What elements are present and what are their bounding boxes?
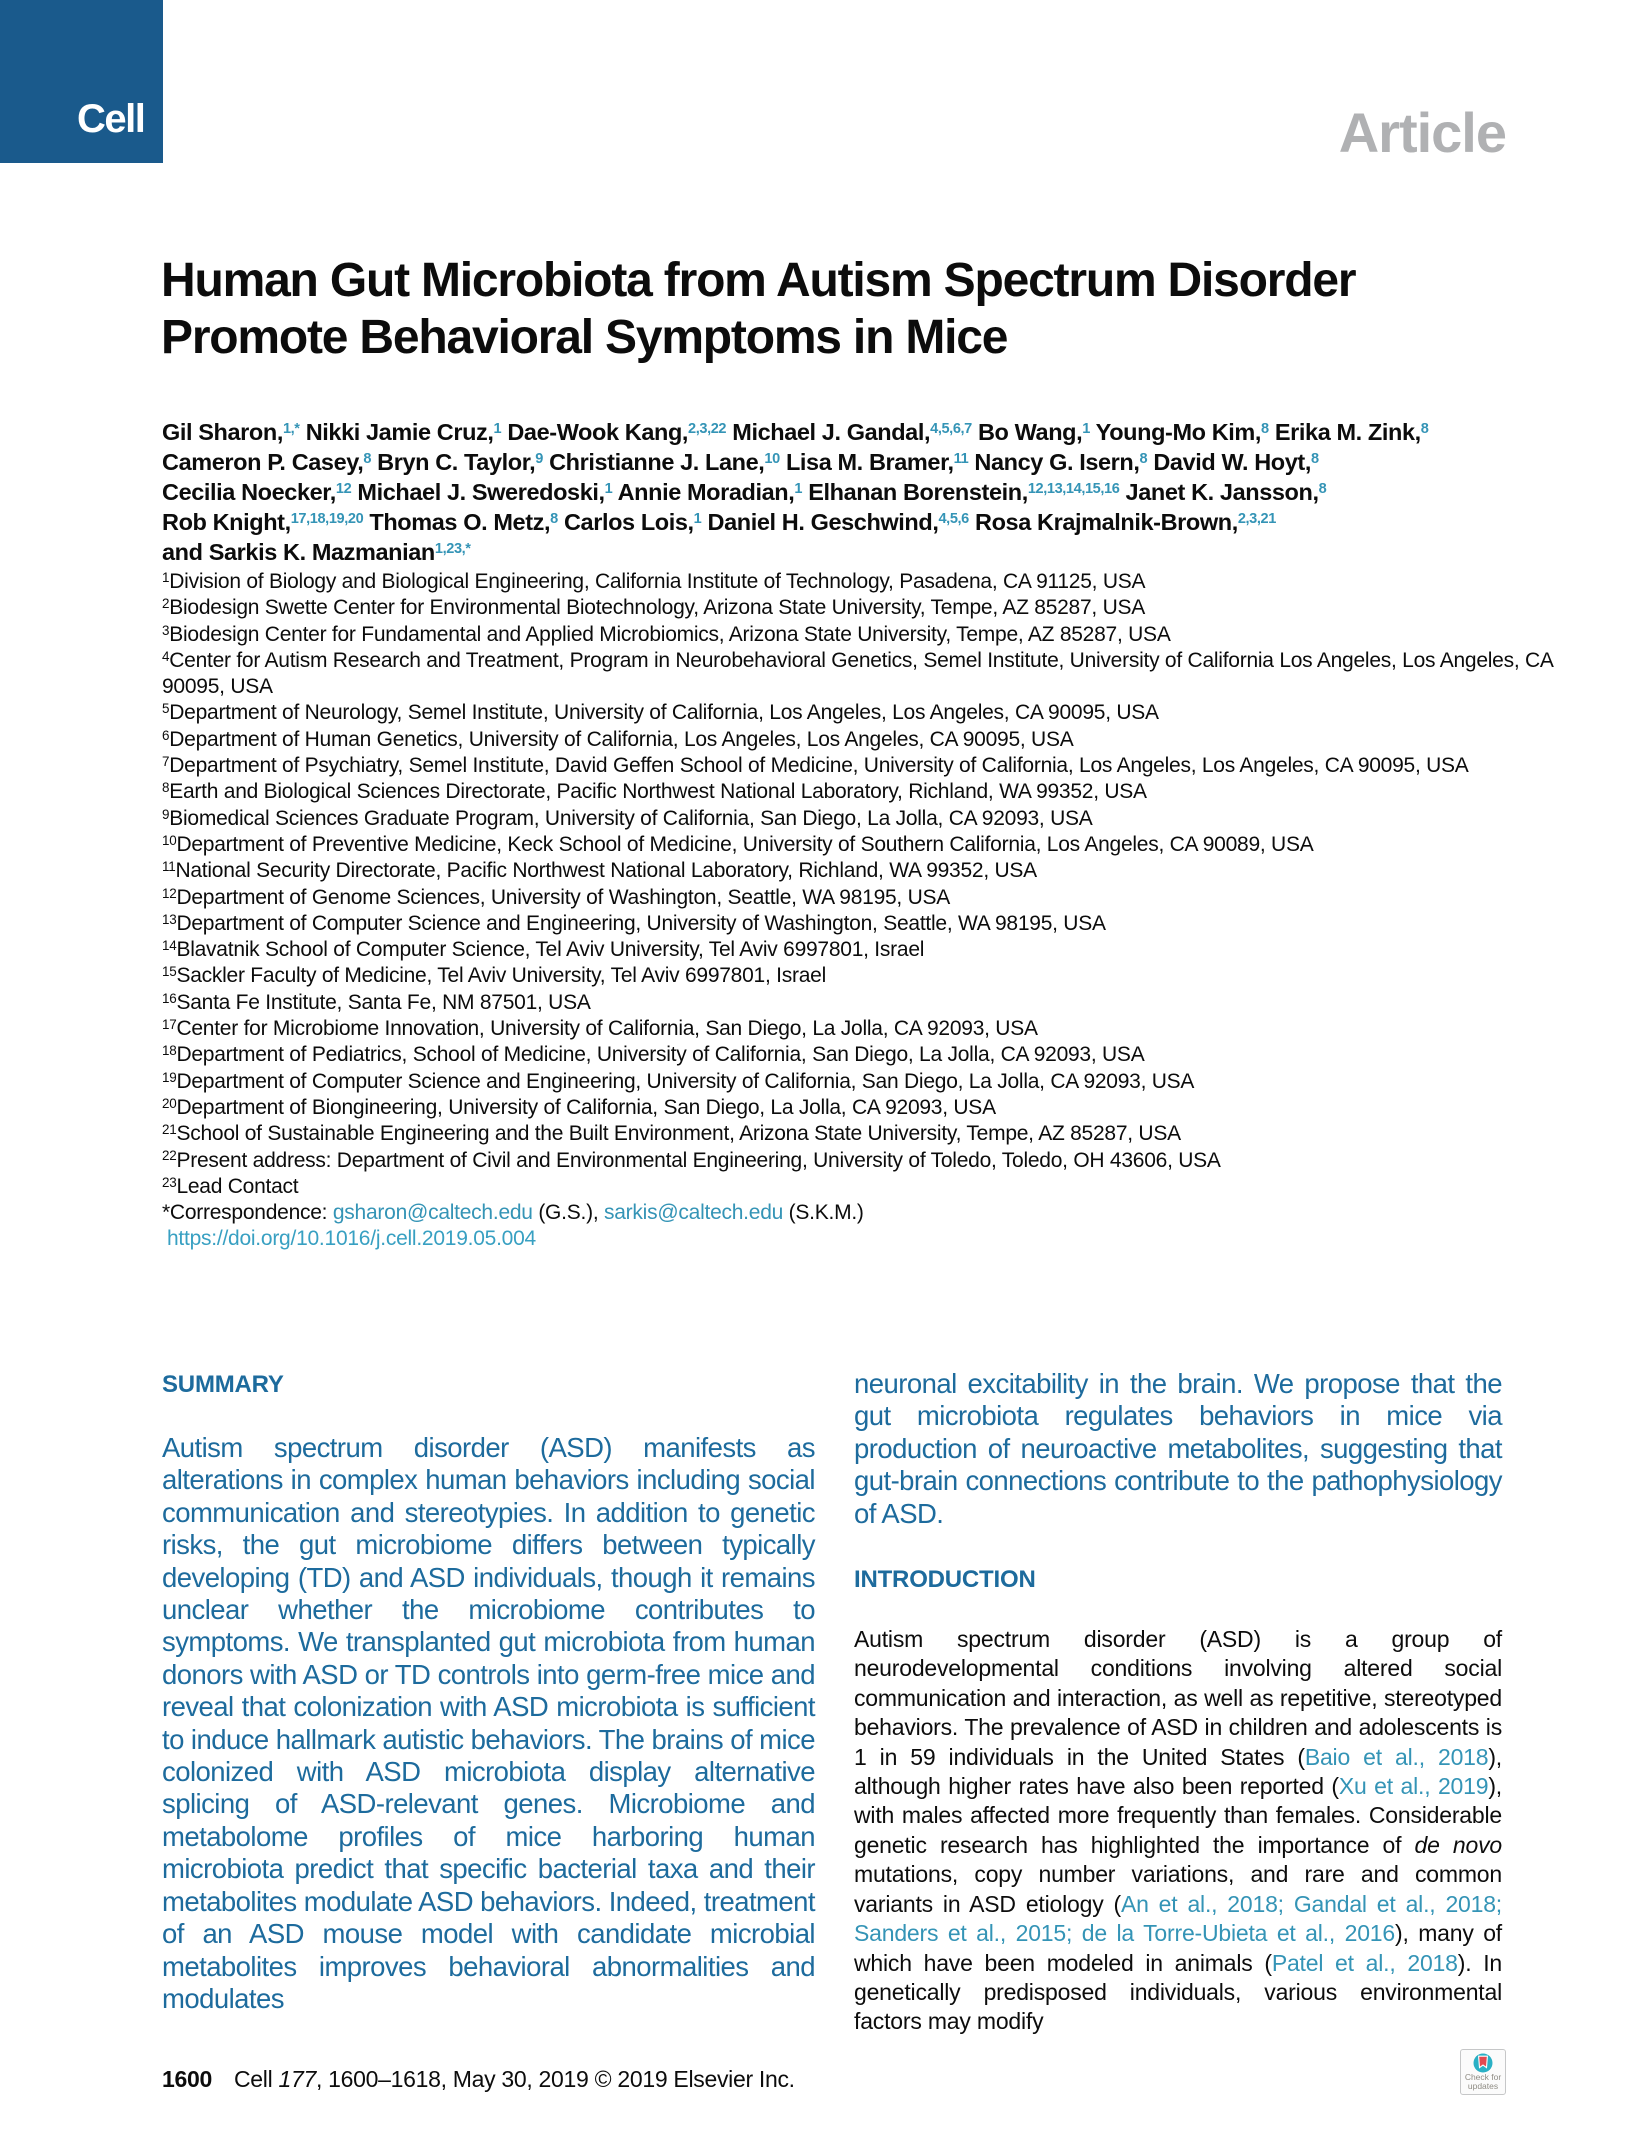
affiliation-item: $^9$Biomedical Sciences Graduate Program, University of California, San Diego, La Jolla, CA 92093, USA [162, 806, 1093, 830]
paper-title [161, 252, 1355, 366]
affiliation-number: 16 [162, 990, 177, 1006]
affiliation-number: 18 [162, 1043, 177, 1059]
introduction-heading: INTRODUCTION [854, 1566, 1036, 1594]
superscript-ref: 8 [1420, 421, 1429, 438]
superscript-ref: 10 [764, 451, 780, 468]
author-list [162, 417, 1428, 567]
page-footer [162, 2066, 795, 2093]
superscript-ref: 8 [550, 511, 558, 528]
affiliation-number: 15 [162, 964, 177, 980]
affiliation-number: 2 [162, 596, 170, 612]
affiliation-number: 21 [162, 1122, 177, 1138]
superscript-ref: 9 [535, 451, 543, 468]
superscript-ref: 1,23,* [434, 541, 471, 558]
right-column [854, 1368, 1502, 2037]
correspondence-line: *Correspondence: gsharon@caltech.edu (G.S.), sarkis@caltech.edu (S.K.M.) [162, 1201, 864, 1225]
summary-paragraph-right: neuronal excitability in the brain. We propose that the gut microbiota regulates behaviors in mice via production of neuroactive metabolites, suggesting that gut-brain connections contribute to the pathophysiology of ASD. [854, 1368, 1502, 1529]
author-line: Rob Knight,$^{17,18,19,20}$ Thomas O. Metz,$^8$ Carlos Lois,$^1$ Daniel H. Geschwind,$^{4,5,6}$ Rosa Krajmalnik-Brown,$^{2,3,21}$ [162, 509, 1276, 535]
author-line: Cameron P. Casey,$^8$ Bryn C. Taylor,$^9$ Christianne J. Lane,$^{10}$ Lisa M. Bramer,$^{11}$ Nancy G. Isern,$^8$ David W. Hoyt,$^8$ [162, 449, 1319, 475]
superscript-ref: 8 [1261, 421, 1269, 438]
crossmark-icon [1473, 2053, 1493, 2073]
affiliation-number: 19 [162, 1069, 177, 1085]
superscript-ref: 12,13,14,15,16 [1027, 481, 1120, 498]
author-line: Gil Sharon,$^{1,*}$ Nikki Jamie Cruz,$^1$ Dae-Wook Kang,$^{2,3,22}$ Michael J. Gandal,$^{4,5,6,7}$ Bo Wang,$^1$ Young-Mo Kim,$^8$ Erika M. Zink,$^8$ [162, 419, 1429, 445]
affiliation-number: 10 [162, 832, 177, 848]
check-for-updates-badge[interactable] [1460, 2049, 1506, 2095]
affiliation-item: $^{15}$Sackler Faculty of Medicine, Tel Aviv University, Tel Aviv 6997801, Israel [162, 964, 826, 988]
article-type-label: Article [1338, 101, 1506, 164]
check-for-updates-label: Check for updates [1464, 2072, 1502, 2091]
affiliation-item: $^4$Center for Autism Research and Treatment, Program in Neurobehavioral Genetics, Semel Institute, University of California Los Angeles, Los Angeles, CA 90095, USA [162, 648, 1553, 699]
affiliation-item: $^{14}$Blavatnik School of Computer Science, Tel Aviv University, Tel Aviv 6997801, Israel [162, 938, 925, 962]
affiliation-item: $^{18}$Department of Pediatrics, School of Medicine, University of California, San Diego, La Jolla, CA 92093, USA [162, 1043, 1145, 1067]
inline-link[interactable]: Xu et al., 2019 [1338, 1773, 1489, 1800]
affiliation-number: 8 [162, 780, 170, 796]
superscript-ref: 1 [604, 481, 613, 498]
superscript-ref: 2,3,21 [1237, 511, 1276, 528]
superscript-ref: 1,* [282, 421, 300, 438]
introduction-paragraph: Autism spectrum disorder (ASD) is a group of neurodevelopmental conditions involving altered social communication and interaction, as well as repetitive, stereotyped behaviors. The prevalence of ASD in children and adolescents is 1 in 59 individuals in the United States (Baio et al., 2018), although higher rates have also been reported (Xu et al., 2019), with males affected more frequently than females. Considerable genetic research has highlighted the importance of de novo mutations, copy number variations, and rare and common variants in ASD etiology (An et al., 2018; Gandal et al., 2018; Sanders et al., 2015; de la Torre-Ubieta et al., 2016), many of which have been modeled in animals (Patel et al., 2018). In genetically predisposed individuals, various environmental factors may modify [854, 1626, 1502, 2035]
affiliation-block [162, 569, 1560, 1253]
superscript-ref: 8 [1139, 451, 1148, 468]
affiliation-number: 20 [162, 1095, 177, 1111]
inline-link[interactable]: gsharon@caltech.edu [332, 1201, 533, 1225]
superscript-ref: 4,5,6,7 [930, 421, 972, 438]
author-line: and Sarkis K. Mazmanian$^{1,23,*}$ [162, 539, 471, 565]
doi-link[interactable]: https://doi.org/10.1016/j.cell.2019.05.004 [167, 1227, 536, 1251]
superscript-ref: 2,3,22 [688, 421, 727, 438]
superscript-ref: 1 [1082, 421, 1090, 438]
affiliation-item: $^1$Division of Biology and Biological Engineering, California Institute of Technology, Pasadena, CA 91125, USA [162, 569, 1146, 593]
affiliation-item: $^{11}$National Security Directorate, Pacific Northwest National Laboratory, Richland, WA 99352, USA [162, 859, 1037, 883]
affiliation-item: $^{20}$Department of Biongineering, University of California, San Diego, La Jolla, CA 92093, USA [162, 1095, 996, 1119]
affiliation-number: 17 [162, 1017, 177, 1032]
affiliation-number: 1 [162, 569, 170, 585]
superscript-ref: 8 [363, 451, 372, 468]
author-line: Cecilia Noecker,$^{12}$ Michael J. Sweredoski,$^1$ Annie Moradian,$^1$ Elhanan Borenstein,$^{12,13,14,15,16}$ Janet K. Jansson,$^8$ [162, 479, 1327, 505]
superscript-ref: 17,18,19,20 [290, 511, 364, 528]
affiliation-item: $^{16}$Santa Fe Institute, Santa Fe, NM 87501, USA [162, 990, 591, 1014]
affiliation-item: $^{22}$Present address: Department of Civil and Environmental Engineering, University of Toledo, Toledo, OH 43606, USA [162, 1148, 1221, 1172]
affiliation-item: $^5$Department of Neurology, Semel Institute, University of California, Los Angeles, Los Angeles, CA 90095, USA [162, 701, 1159, 725]
page-number: 1600 [162, 2066, 212, 2092]
affiliation-number: 3 [162, 622, 170, 638]
footer-citation: Cell 177, 1600–1618, May 30, 2019 © 2019 Elsevier Inc. [233, 2066, 795, 2092]
summary-paragraph-left: Autism spectrum disorder (ASD) manifests as alterations in complex human behaviors including social communication and stereotypies. In addition to genetic risks, the gut microbiome differs between typically developing (TD) and ASD individuals, though it remains unclear whether the microbiome contributes to symptoms. We transplanted gut microbiota from human donors with ASD or TD controls into germ-free mice and reveal that colonization with ASD microbiota is sufficient to induce hallmark autistic behaviors. The brains of mice colonized with ASD microbiota display alternative splicing of ASD-relevant genes. Microbiome and metabolome profiles of mice harboring human microbiota predict that specific bacterial taxa and their metabolites modulate ASD behaviors. Indeed, treatment of an ASD mouse model with candidate microbial metabolites improves behavioral abnormalities and modulates [162, 1432, 815, 2014]
affiliation-item: $^{17}$Center for Microbiome Innovation, University of California, San Diego, La Jolla, CA 92093, USA [162, 1017, 1038, 1041]
affiliation-number: 9 [162, 806, 170, 822]
superscript-ref: 11 [953, 451, 969, 468]
superscript-ref: 1 [493, 421, 502, 438]
affiliation-number: 23 [162, 1174, 177, 1190]
affiliation-number: 12 [162, 885, 177, 901]
affiliation-number: 5 [162, 701, 170, 717]
affiliation-item: $^7$Department of Psychiatry, Semel Institute, David Geffen School of Medicine, University of California, Los Angeles, Los Angeles, CA 90095, USA [162, 754, 1469, 778]
affiliation-item: $^{10}$Department of Preventive Medicine, Keck School of Medicine, University of Southern California, Los Angeles, CA 90089, USA [162, 832, 1314, 856]
superscript-ref: 4,5,6 [938, 511, 969, 528]
affiliation-item: $^{21}$School of Sustainable Engineering and the Built Environment, Arizona State University, Tempe, AZ 85287, USA [162, 1122, 1181, 1146]
affiliation-item: $^6$Department of Human Genetics, University of California, Los Angeles, Los Angeles, CA 90095, USA [162, 727, 1074, 751]
affiliation-number: 14 [162, 938, 177, 954]
superscript-ref: 1 [794, 481, 803, 498]
italic-text: de novo [1414, 1831, 1502, 1858]
affiliation-number: 7 [162, 754, 170, 770]
summary-heading: SUMMARY [162, 1371, 284, 1398]
affiliation-item: $^{13}$Department of Computer Science and Engineering, University of Washington, Seattle, WA 98195, USA [162, 911, 1106, 935]
affiliation-item: $^{23}$Lead Contact [162, 1174, 299, 1198]
summary-section [162, 1371, 815, 2015]
affiliation-item: $^3$Biodesign Center for Fundamental and Applied Microbiomics, Arizona State University, Tempe, AZ 85287, USA [162, 622, 1171, 646]
affiliation-number: 13 [162, 911, 177, 927]
affiliation-number: 22 [162, 1148, 177, 1164]
italic-text: 177 [278, 2066, 316, 2092]
cell-logo-text: Cell [77, 97, 145, 141]
affiliation-list [162, 569, 1560, 1200]
inline-link[interactable]: sarkis@caltech.edu [603, 1201, 784, 1225]
affiliation-item: $^2$Biodesign Swette Center for Environmental Biotechnology, Arizona State University, Tempe, AZ 85287, USA [162, 596, 1146, 620]
inline-link[interactable]: Patel et al., 2018 [1271, 1949, 1458, 1976]
paper-title-line1: Human Gut Microbiota from Autism Spectrum Disorder [161, 254, 1356, 307]
affiliation-number: 4 [162, 648, 170, 664]
inline-link[interactable]: Baio et al., 2018 [1304, 1743, 1489, 1770]
superscript-ref: 8 [1318, 481, 1327, 498]
paper-title-line2: Promote Behavioral Symptoms in Mice [161, 311, 1008, 364]
inline-link[interactable]: An et al., 2018; Gandal et al., 2018; Sanders et al., 2015; de la Torre-Ubieta et al., 2016 [854, 1890, 1502, 1947]
affiliation-item: $^{19}$Department of Computer Science and Engineering, University of California, San Diego, La Jolla, CA 92093, USA [162, 1069, 1195, 1093]
affiliation-number: 6 [162, 727, 170, 743]
affiliation-item: $^8$Earth and Biological Sciences Directorate, Pacific Northwest National Laboratory, Richland, WA 99352, USA [162, 780, 1147, 804]
affiliation-item: $^{12}$Department of Genome Sciences, University of Washington, Seattle, WA 98195, USA [162, 885, 951, 909]
cell-journal-logo [0, 0, 163, 163]
superscript-ref: 12 [335, 481, 352, 498]
superscript-ref: 1 [693, 511, 702, 528]
affiliation-number: 11 [162, 859, 176, 875]
superscript-ref: 8 [1310, 451, 1319, 468]
